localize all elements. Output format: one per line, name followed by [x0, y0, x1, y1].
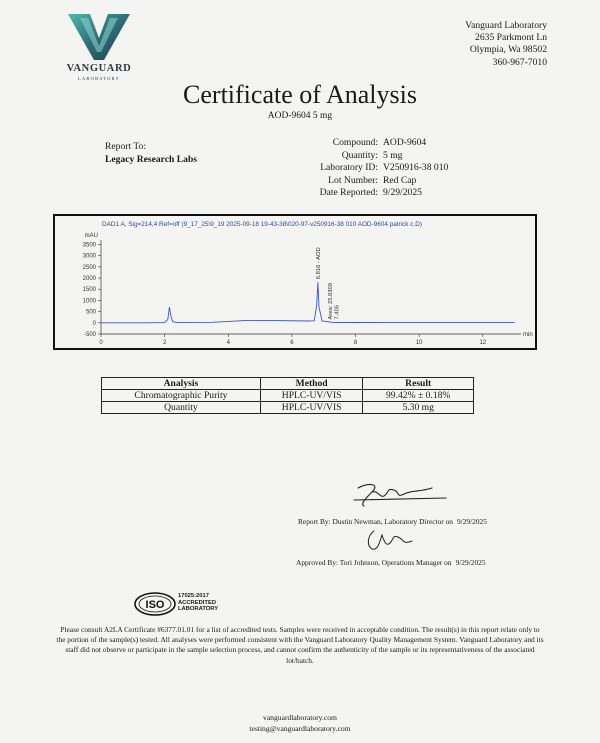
column-header: Result: [363, 378, 474, 390]
approved-by-text: Approved By: Tori Johnson, Operations Manager on: [296, 558, 452, 567]
y-tick-label: 1500: [82, 287, 96, 294]
vanguard-logo: [60, 12, 138, 80]
method-cell: HPLC-UV/VIS: [260, 402, 363, 414]
y-tick-label: 1000: [82, 298, 96, 305]
method-cell: HPLC-UV/VIS: [260, 390, 363, 402]
x-tick-label: 12: [479, 340, 487, 346]
table-row: [102, 390, 474, 402]
lab-city: Olympia, Wa 98502: [469, 44, 547, 56]
peak-annotation: 6.816 - AOD: [315, 247, 322, 280]
y-tick-label: 2000: [82, 276, 96, 283]
info-label: Date Reported:: [319, 187, 378, 198]
info-value: 5 mg: [383, 149, 403, 161]
x-tick-label: 8: [353, 340, 358, 346]
peak-annotation: 7.405: [334, 304, 341, 320]
y-tick-label: 3000: [82, 253, 96, 260]
email-link[interactable]: testing@vanguardlaboratory.com: [249, 723, 351, 733]
lab-phone: 360-967-7010: [492, 56, 547, 68]
info-label: Laboratory ID:: [320, 162, 378, 173]
results-table: [101, 377, 474, 414]
chromatogram-trace: [101, 282, 515, 323]
logo-wordmark: VANGUARD: [66, 63, 132, 74]
info-row: [290, 137, 448, 150]
y-tick-label: 2500: [82, 264, 96, 271]
page-subtitle: AOD-9604 5 mg: [267, 111, 333, 121]
y-tick-label: 0: [92, 320, 96, 327]
iso-seal-icon: [133, 592, 177, 616]
sample-info: [290, 137, 448, 200]
accreditation-status: ACCREDITED: [178, 599, 217, 606]
v-emblem-icon: [66, 12, 132, 62]
director-signature-icon: [350, 478, 450, 510]
x-tick-label: 2: [162, 340, 167, 346]
lab-address: [465, 20, 547, 69]
x-tick-label: 0: [99, 340, 103, 346]
y-tick-label: 500: [85, 309, 96, 316]
info-value: 9/29/2025: [383, 187, 422, 198]
accreditation-standard: 17025:2017: [178, 593, 209, 599]
report-by-date: 9/29/2025: [456, 517, 487, 526]
info-value: Red Cap: [383, 174, 417, 186]
y-axis-label: mAU: [84, 233, 98, 239]
accreditation-text: [178, 593, 218, 613]
info-row: [290, 187, 448, 200]
table-row: [102, 402, 474, 414]
chromatogram-header: DAD1 A, Sig=214,4 Ref=off (9_17_25\9_19 2025-09-18 19-43-38\020-97-v250916-38 010 AOD-9604 patrick c.D): [102, 221, 422, 228]
result-cell: 99.42% ± 0.18%: [363, 390, 474, 402]
disclaimer: Please consult A2LA Certificate #6377.01.01 for a list of accredited tests. Samples were received in acceptable condition. The result(s) in this report relate only to the portion of the sample(s) tested. All analyses were performed consistent with the Vanguard Laboratory Quality Management System. Vanguard Laboratory and its staff did not observe or participate in the sample selection process, and cannot confirm the authenticity of the sample or its representativeness of the associated lot/batch.: [56, 625, 544, 665]
x-axis-label: min: [523, 332, 533, 338]
info-label: Lot Number:: [328, 174, 378, 186]
peak-annotation: Area: 25.8309: [328, 283, 335, 320]
logo-subtitle: LABORATORY: [78, 76, 120, 81]
analysis-cell: Quantity: [102, 402, 261, 414]
column-header: Method: [260, 378, 363, 390]
info-row: [290, 175, 448, 188]
website-link[interactable]: vanguardlaboratory.com: [263, 713, 337, 722]
info-value: AOD-9604: [383, 137, 427, 148]
result-cell: 5.30 mg: [363, 402, 474, 414]
chromatogram-plot: [55, 216, 535, 348]
x-tick-label: 4: [226, 340, 230, 346]
chromatogram: [53, 214, 537, 350]
info-row: [290, 150, 448, 163]
manager-signature-icon: [360, 525, 420, 555]
report-to-label: Report To:: [105, 141, 146, 152]
page-title: Certificate of Analysis: [183, 80, 417, 109]
y-tick-label: 3500: [82, 242, 96, 249]
results-header-row: [102, 378, 474, 390]
column-header: Analysis: [102, 378, 261, 390]
accreditation-type: LABORATORY: [178, 606, 219, 612]
info-label: Compound:: [332, 137, 378, 148]
info-row: [290, 162, 448, 175]
approved-by-line: [296, 558, 486, 567]
client-name: Legacy Research Labs: [105, 154, 198, 165]
lab-name: Vanguard Laboratory: [465, 20, 547, 31]
iso-seal-text: ISO: [145, 599, 165, 611]
report-by-text: Report By: Dustin Newman, Laboratory Director on: [298, 517, 453, 526]
footer: [0, 713, 600, 734]
report-to: [105, 140, 197, 166]
analysis-cell: Chromatographic Purity: [102, 390, 261, 402]
x-tick-label: 10: [415, 340, 423, 346]
info-label: Quantity:: [341, 149, 378, 161]
approved-by-date: 9/29/2025: [455, 558, 486, 567]
y-tick-label: -500: [83, 332, 96, 338]
x-tick-label: 6: [290, 340, 294, 346]
info-value: V250916-38 010: [383, 162, 449, 173]
lab-street: 2635 Parkmont Ln: [475, 32, 547, 44]
